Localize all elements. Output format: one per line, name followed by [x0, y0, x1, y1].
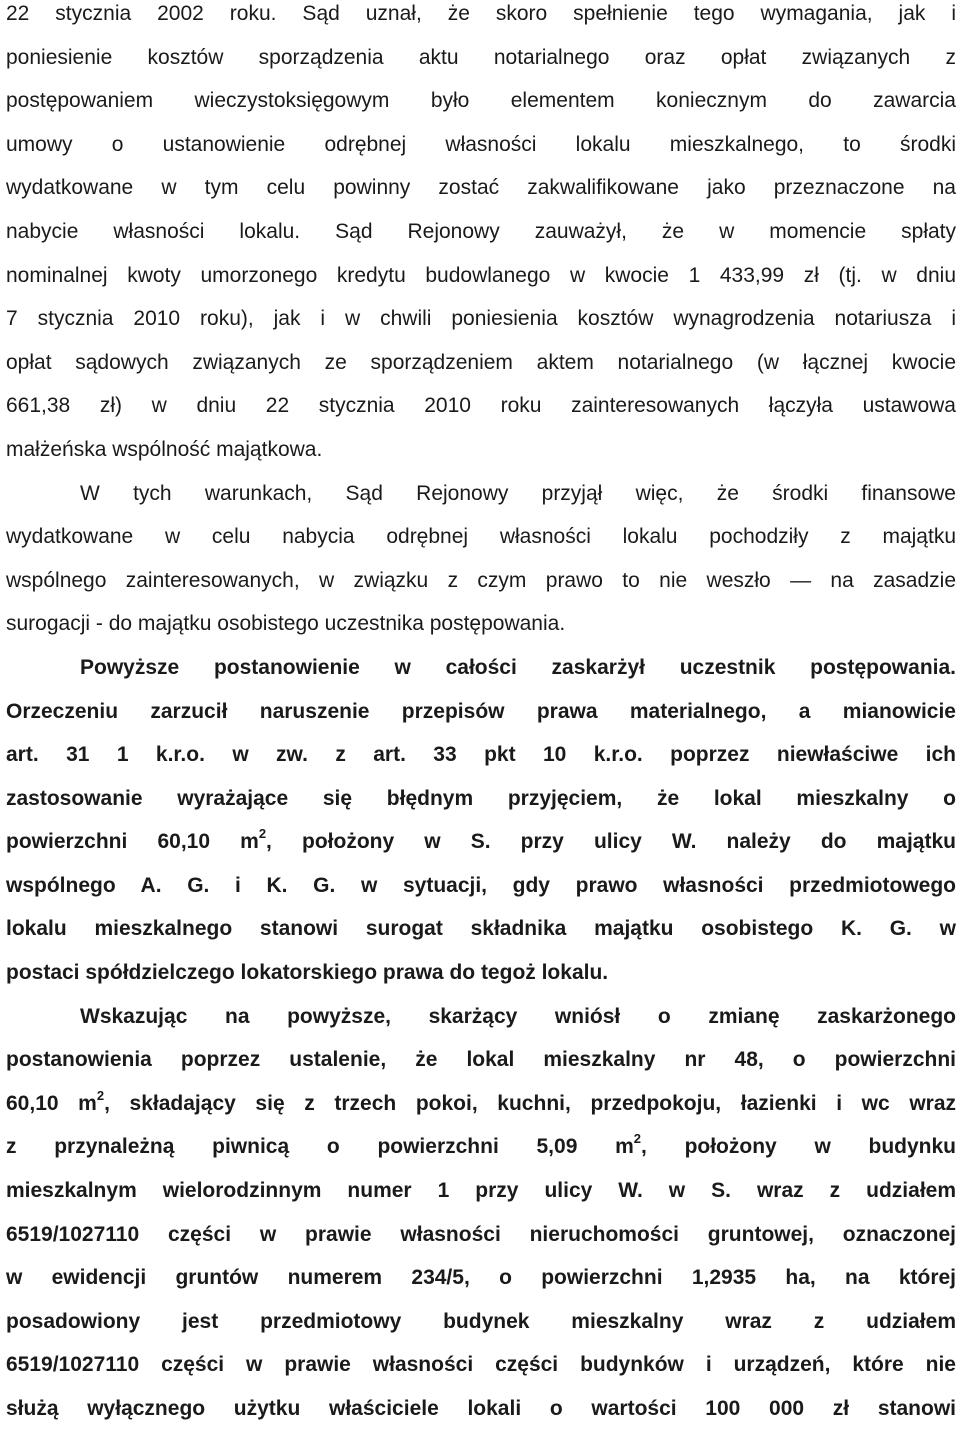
text-line	[6, 733, 956, 777]
text-line	[6, 777, 956, 821]
line-text: 6519/1027110 części w prawie własności nieruchomości gruntowej, oznaczonej	[6, 1222, 956, 1246]
paragraph-4	[6, 995, 956, 1431]
line-text: 22 stycznia 2002 roku. Sąd uznał, że skoro spełnienie tego wymagania, jak i	[6, 2, 956, 25]
text-line	[6, 123, 956, 167]
line-text-rest: , składający się z trzech pokoi, kuchni, przedpokoju, łazienki i wc wraz	[104, 1091, 956, 1115]
text-line	[6, 384, 956, 428]
text-line	[6, 1300, 956, 1344]
text-line	[6, 907, 956, 951]
line-text: służą wyłącznego użytku właściciele lokali o wartości 100 000 zł stanowi	[6, 1397, 956, 1420]
line-text: małżeńska wspólność majątkowa.	[6, 437, 323, 461]
line-text: lokalu mieszkalnego stanowi surogat składnika majątku osobistego K. G. w	[6, 917, 956, 941]
line-text: postanowienia poprzez ustalenie, że lokal mieszkalny nr 48, o powierzchni	[6, 1048, 956, 1072]
line-text: zastosowanie wyrażające się błędnym przyjęciem, że lokal mieszkalny o	[6, 786, 956, 810]
line-text: powierzchni 60,10 m	[6, 830, 259, 854]
text-line	[6, 79, 956, 123]
line-text: w ewidencji gruntów numerem 234/5, o powierzchni 1,2935 ha, na której	[6, 1266, 956, 1290]
line-text: Powyższe postanowienie w całości zaskarżył uczestnik postępowania.	[80, 655, 956, 679]
text-line	[6, 472, 956, 516]
text-line	[6, 1125, 956, 1169]
line-text: opłat sądowych związanych ze sporządzeniem aktem notarialnego (w łącznej kwocie	[6, 350, 956, 374]
superscript: 2	[96, 1087, 105, 1103]
document-page	[6, 0, 956, 1431]
line-text: 7 stycznia 2010 roku), jak i w chwili poniesienia kosztów wynagrodzenia notariusza i	[6, 307, 956, 331]
line-text: wspólnego A. G. i K. G. w sytuacji, gdy prawo własności przedmiotowego	[6, 873, 956, 897]
line-text: mieszkalnym wielorodzinnym numer 1 przy ulicy W. w S. wraz z udziałem	[6, 1179, 956, 1203]
text-line	[6, 166, 956, 210]
text-line	[6, 515, 956, 559]
text-line	[6, 602, 956, 646]
line-text: wydatkowane w celu nabycia odrębnej własności lokalu pochodziły z majątku	[6, 525, 956, 549]
paragraph-1	[6, 0, 956, 472]
line-text: wydatkowane w tym celu powinny zostać zakwalifikowane jako przeznaczone na	[6, 176, 956, 200]
line-text: 6519/1027110 części w prawie własności części budynków i urządzeń, które nie	[6, 1353, 956, 1377]
line-text: postaci spółdzielczego lokatorskiego prawa do tegoż lokalu.	[6, 961, 609, 985]
text-line	[6, 646, 956, 690]
text-line	[6, 1169, 956, 1213]
text-line	[6, 428, 956, 472]
line-text: z przynależną piwnicą o powierzchni 5,09 m	[6, 1135, 634, 1159]
line-text: wspólnego zainteresowanych, w związku z czym prawo to nie weszło — na zasadzie	[6, 568, 956, 592]
line-text: Wskazując na powyższe, skarżący wniósł o zmianę zaskarżonego	[80, 1004, 956, 1028]
line-text: nabycie własności lokalu. Sąd Rejonowy zauważył, że w momencie spłaty	[6, 219, 956, 243]
text-line	[6, 1082, 956, 1126]
text-line	[6, 1343, 956, 1387]
text-line	[6, 254, 956, 298]
text-line	[6, 341, 956, 385]
line-text: nominalnej kwoty umorzonego kredytu budowlanego w kwocie 1 433,99 zł (tj. w dniu	[6, 263, 956, 287]
text-line	[6, 1256, 956, 1300]
text-line	[6, 864, 956, 908]
line-text-rest: , położony w S. przy ulicy W. należy do majątku	[266, 830, 956, 854]
text-line	[6, 0, 956, 36]
paragraph-2	[6, 472, 956, 646]
text-line	[6, 210, 956, 254]
line-text: Orzeczeniu zarzucił naruszenie przepisów prawa materialnego, a mianowicie	[6, 699, 956, 723]
superscript: 2	[258, 826, 267, 842]
line-text-rest: , położony w budynku	[641, 1135, 956, 1159]
text-line	[6, 36, 956, 80]
line-text: poniesienie kosztów sporządzenia aktu notarialnego oraz opłat związanych z	[6, 45, 956, 69]
line-text: 661,38 zł) w dniu 22 stycznia 2010 roku zainteresowanych łączyła ustawowa	[6, 394, 956, 418]
line-text: W tych warunkach, Sąd Rejonowy przyjął więc, że środki finansowe	[80, 481, 956, 505]
text-line	[6, 559, 956, 603]
text-line	[6, 1387, 956, 1431]
text-line	[6, 690, 956, 734]
text-line	[6, 995, 956, 1039]
superscript: 2	[633, 1131, 642, 1147]
text-line	[6, 1038, 956, 1082]
line-text: umowy o ustanowienie odrębnej własności lokalu mieszkalnego, to środki	[6, 132, 956, 156]
line-text: postępowaniem wieczystoksięgowym było elementem koniecznym do zawarcia	[6, 89, 956, 113]
text-line	[6, 1213, 956, 1257]
text-line	[6, 820, 956, 864]
line-text: posadowiony jest przedmiotowy budynek mieszkalny wraz z udziałem	[6, 1309, 956, 1333]
line-text: 60,10 m	[6, 1091, 97, 1115]
text-line	[6, 297, 956, 341]
text-line	[6, 951, 956, 995]
line-text: art. 31 1 k.r.o. w zw. z art. 33 pkt 10 k.r.o. poprzez niewłaściwe ich	[6, 743, 956, 767]
paragraph-3	[6, 646, 956, 995]
line-text: surogacji - do majątku osobistego uczestnika postępowania.	[6, 612, 566, 636]
